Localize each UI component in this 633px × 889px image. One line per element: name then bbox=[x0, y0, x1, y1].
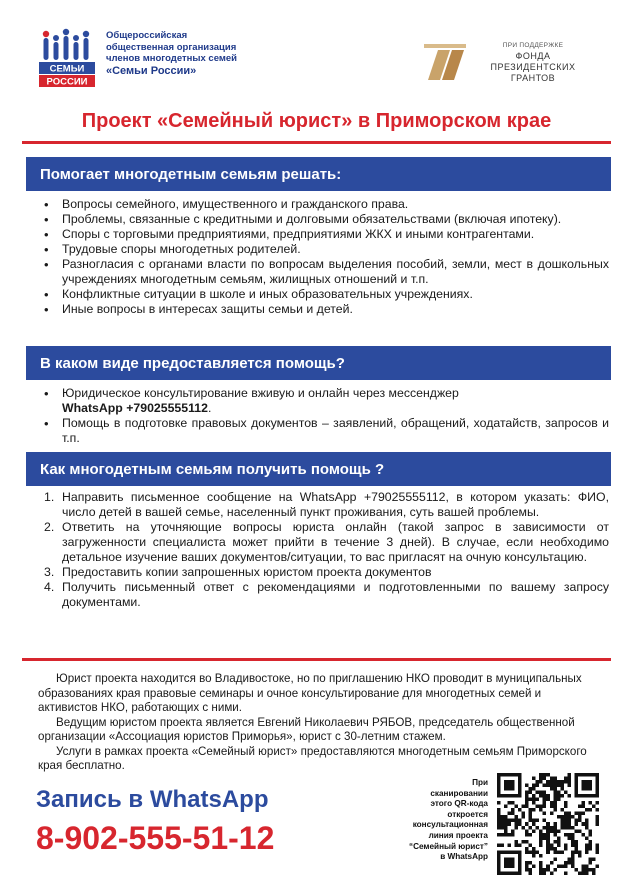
fund-line-2: ПРЕЗИДЕНТСКИХ bbox=[490, 62, 576, 72]
list-item: • Вопросы семейного, имущественного и гражданского права. bbox=[44, 197, 609, 212]
step-text: Направить письменное сообщение на WhatsApp +79025555112, в котором указать: ФИО, число детей в вашей семье, населенный пункт проживания, суть вашей проблемы. bbox=[62, 490, 609, 519]
qr-caption-line: линия проекта bbox=[428, 830, 488, 840]
whatsapp-signup-title: Запись в WhatsApp bbox=[36, 786, 269, 813]
whatsapp-contact: WhatsApp +79025555112 bbox=[62, 401, 208, 415]
qr-caption-line: При bbox=[472, 778, 488, 787]
help-form-list bbox=[44, 386, 609, 446]
logo-word-1: СЕМЬИ bbox=[49, 63, 85, 75]
fund-caption bbox=[478, 40, 588, 84]
qr-caption-line: откроется bbox=[447, 809, 488, 819]
list-item: • Споры с торговыми предприятиями, предприятиями ЖКХ и иными контрагентами. bbox=[44, 227, 609, 242]
step-item bbox=[44, 580, 609, 610]
org-line-3: членов многодетных семей bbox=[106, 53, 238, 64]
list-item: • Трудовые споры многодетных родителей. bbox=[44, 242, 609, 257]
header bbox=[0, 0, 633, 100]
step-text: Предоставить копии запрошенных юристом проекта документов bbox=[62, 565, 432, 579]
list-item: • Разногласия с органами власти по вопросам выделения пособий, земли, мест в дошкольных учреждениях многодетным семьям, жилищных отношений и т.п. bbox=[44, 257, 609, 287]
bottom-divider bbox=[22, 658, 611, 661]
list-item: • Иные вопросы в интересах защиты семьи и детей. bbox=[44, 302, 609, 317]
fund-support-label: ПРИ ПОДДЕРЖКЕ bbox=[502, 42, 564, 49]
list-item: • Помощь в подготовке правовых документов – заявлений, обращений, ходатайств, запросов и т.п. bbox=[44, 416, 609, 446]
step-item bbox=[44, 520, 609, 565]
step-number: 3. bbox=[44, 565, 55, 579]
qr-caption-line: “Семейный юрист” bbox=[408, 841, 488, 851]
project-info bbox=[38, 672, 588, 774]
qr-caption-line: сканировании bbox=[430, 788, 488, 798]
qr-caption-line: этого QR-кода bbox=[430, 799, 488, 809]
title-divider bbox=[22, 141, 611, 144]
info-paragraph: Ведущим юристом проекта является Евгений Николаевич РЯБОВ, председатель общественной организации «Ассоциация юристов Приморья», юрист с 30-летним стажем. bbox=[38, 715, 575, 743]
step-text: Ответить на уточняющие вопросы юриста онлайн (такой запрос в зависимости от загруженности специалиста может прийти в течение 3 дней). В случае, если необходимо детальное изучение ваших документов/ситуации, то вас пригласят на очную консультацию. bbox=[62, 520, 609, 564]
list-item: • Конфликтные ситуации в школе и иных образовательных учреждениях. bbox=[44, 287, 609, 302]
qr-caption-line: консультационная bbox=[412, 820, 488, 830]
period: . bbox=[207, 401, 212, 415]
problems-list bbox=[44, 197, 609, 317]
info-paragraph: Юрист проекта находится во Владивостоке, но по приглашению НКО проводит в муниципальных образованиях края правовые семинары и очное консультирование для многодетных семей и активистов НКО, работающих с ними. bbox=[38, 672, 582, 714]
step-item bbox=[44, 565, 609, 580]
list-item: • Проблемы, связанные с кредитными и долговыми обязательствами (включая ипотеку). bbox=[44, 212, 609, 227]
section-heading-problems: Помогает многодетным семьям решать: bbox=[26, 157, 611, 191]
qr-caption-line: в WhatsApp bbox=[440, 852, 488, 862]
step-number: 2. bbox=[44, 520, 55, 534]
phone-number[interactable]: 8-902-555-51-12 bbox=[36, 820, 275, 856]
page-title: Проект «Семейный юрист» в Приморском крае bbox=[81, 110, 552, 132]
consult-text: Юридическое консультирование вживую и онлайн через мессенджер bbox=[62, 386, 459, 400]
org-line-2: общественная организация bbox=[106, 41, 237, 53]
org-name: «Семьи России» bbox=[106, 64, 197, 77]
step-number: 1. bbox=[44, 490, 55, 504]
step-number: 4. bbox=[44, 580, 55, 594]
info-paragraph: Услуги в рамках проекта «Семейный юрист» предоставляются многодетным семьям Приморского края бесплатно. bbox=[38, 744, 587, 772]
step-item bbox=[44, 490, 609, 520]
section-heading-help-form: В каком виде предоставляется помощь? bbox=[26, 346, 611, 380]
fund-line-1: ФОНДА bbox=[515, 51, 551, 61]
org-description bbox=[106, 30, 296, 77]
section-heading-how-to-get-help: Как многодетным семьям получить помощь ? bbox=[26, 452, 611, 486]
list-item bbox=[44, 386, 609, 416]
fund-line-3: ГРАНТОВ bbox=[510, 73, 556, 83]
qr-caption bbox=[380, 778, 488, 863]
logo-word-2: РОССИИ bbox=[46, 76, 88, 88]
steps-list bbox=[44, 490, 609, 610]
qr-code[interactable] bbox=[497, 773, 599, 875]
org-line-1: Общероссийская bbox=[106, 30, 188, 41]
presidential-grants-fund-logo bbox=[420, 42, 470, 82]
semyi-rossii-logo bbox=[36, 28, 98, 90]
step-text: Получить письменный ответ с рекомендациями и подготовленными по вашему запросу документами. bbox=[62, 580, 609, 609]
